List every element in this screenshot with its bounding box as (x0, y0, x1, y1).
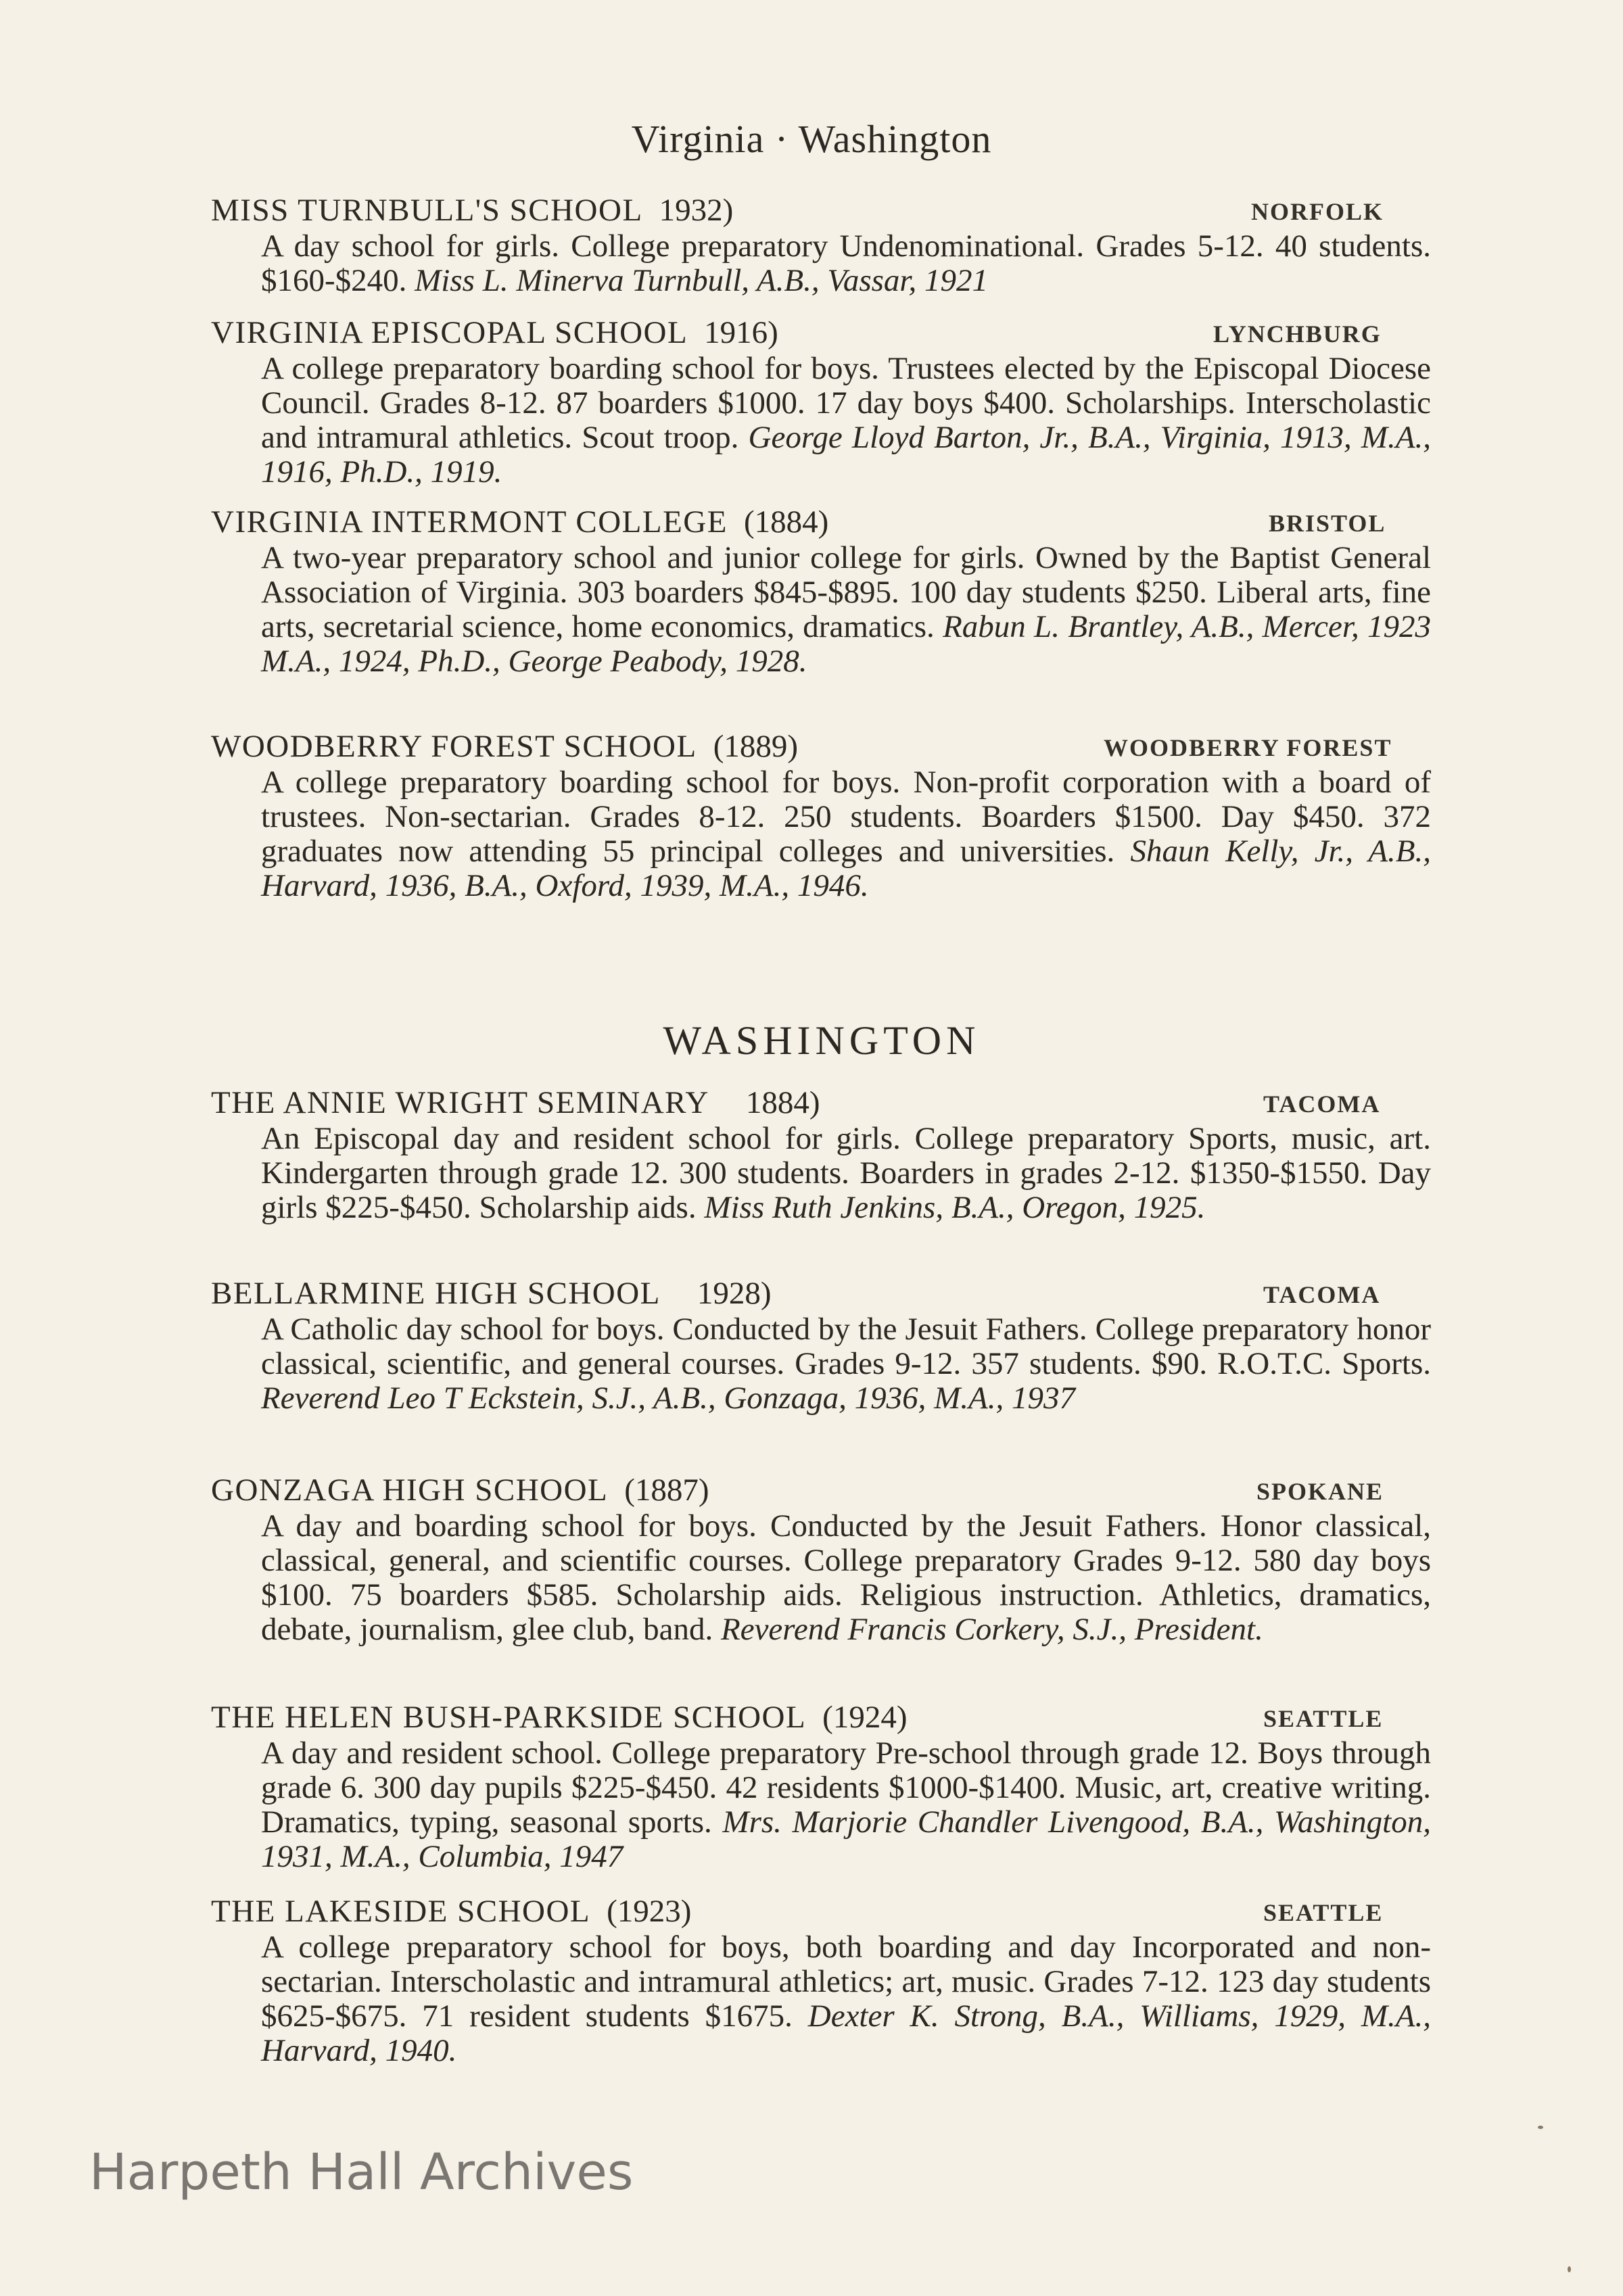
head-of-school: Reverend Leo T Eckstein, S.J., A.B., Gonzaga, 1936, M.A., 1937 (261, 1381, 1075, 1416)
founded-year: 1932) (659, 193, 734, 228)
entry-body (261, 1509, 1431, 1647)
school-city: SEATTLE (1263, 1705, 1384, 1732)
school-city: BRISTOL (1269, 510, 1386, 537)
school-description: A college preparatory school for boys, both boarding and day Incorporated and non-sectarian. Interscholastic and intramural athletics; art, music. Grades 7-12. 123 day students $625-$675. 71 resident students $1675. (261, 1930, 1431, 2034)
entry-heading (211, 1084, 1432, 1122)
school-description: A day school for girls. College preparatory Undenominational. Grades 5-12. 40 students. $160-$240. (261, 229, 1431, 298)
entry-lakeside-school (211, 1892, 1432, 2068)
founded-year: (1884) (743, 504, 829, 540)
founded-year: (1923) (607, 1894, 692, 1929)
school-city: NORFOLK (1251, 198, 1384, 225)
entry-bellarmine-high-school (211, 1274, 1432, 1416)
entry-virginia-intermont-college (211, 503, 1432, 679)
head-of-school: Dexter K. Strong, B.A., Williams, 1929, M.A., Harvard, 1940. (261, 1999, 1431, 2068)
entry-body (261, 1312, 1431, 1416)
entry-heading (211, 1471, 1432, 1509)
head-of-school: Miss L. Minerva Turnbull, A.B., Vassar, 1921 (415, 263, 988, 298)
entry-body (261, 1122, 1431, 1225)
entry-heading (211, 1698, 1432, 1736)
founded-year: 1916) (704, 315, 778, 350)
head-of-school: Reverend Francis Corkery, S.J., President. (721, 1612, 1263, 1647)
entry-body (261, 541, 1431, 679)
school-description: A two-year preparatory school and junior college for girls. Owned by the Baptist General Association of Virginia. 303 boarders $845-$895. 100 day students $250. Liberal arts, fine arts, secretarial science, home economics, dramatics. (261, 540, 1431, 644)
entry-virginia-episcopal-school (211, 314, 1432, 489)
school-name: VIRGINIA INTERMONT COLLEGE (211, 504, 728, 540)
entry-heading (211, 314, 1432, 352)
entry-heading (211, 1274, 1432, 1312)
archive-watermark: Harpeth Hall Archives (89, 2143, 634, 2201)
school-city: LYNCHBURG (1213, 320, 1382, 348)
school-city: TACOMA (1263, 1281, 1381, 1308)
head-of-school: Shaun Kelly, Jr., A.B., Harvard, 1936, B.A., Oxford, 1939, M.A., 1946. (261, 834, 1432, 903)
founded-year: (1887) (624, 1473, 709, 1508)
founded-year: (1924) (822, 1700, 908, 1735)
founded-year: 1928) (697, 1276, 772, 1311)
school-name: GONZAGA HIGH SCHOOL (211, 1473, 609, 1508)
founded-year: (1889) (713, 729, 799, 764)
entry-heading (211, 1892, 1432, 1930)
entry-body (261, 765, 1431, 903)
page-title: Virginia · Washington (631, 117, 992, 161)
school-name: WOODBERRY FOREST SCHOOL (211, 729, 697, 764)
founded-year: 1884) (745, 1085, 820, 1120)
school-name: BELLARMINE HIGH SCHOOL (211, 1276, 661, 1311)
head-of-school: George Lloyd Barton, Jr., B.A., Virginia, 1913, M.A., 1916, Ph.D., 1919. (261, 420, 1432, 489)
school-description: An Episcopal day and resident school for girls. College preparatory Sports, music, art. Kindergarten through grade 12. 300 students. Boarders in grades 2-12. $1350-$1550. Day girls $225-$450. Scholarship aids. (261, 1121, 1431, 1225)
entry-heading (211, 503, 1432, 541)
entry-body (261, 1930, 1431, 2068)
school-city: SEATTLE (1263, 1899, 1384, 1926)
entry-heading (211, 191, 1432, 229)
head-of-school: Mrs. Marjorie Chandler Livengood, B.A., Washington, 1931, M.A., Columbia, 1947 (261, 1804, 1431, 1874)
school-city: WOODBERRY FOREST (1104, 734, 1392, 761)
entry-miss-turnbulls-school (211, 191, 1432, 298)
school-description: A day and resident school. College preparatory Pre-school through grade 12. Boys through grade 6. 300 day pupils $225-$450. 42 residents $1000-$1400. Music, art, creative writing. Dramatics, typing, seasonal sports. (261, 1736, 1431, 1840)
school-name: VIRGINIA EPISCOPAL SCHOOL (211, 315, 688, 350)
head-of-school: Miss Ruth Jenkins, B.A., Oregon, 1925. (704, 1190, 1206, 1225)
school-city: TACOMA (1263, 1091, 1381, 1118)
entry-body (261, 229, 1431, 298)
section-title-washington: WASHINGTON (663, 1018, 981, 1063)
entry-body (261, 352, 1431, 489)
school-description: A college preparatory boarding school for boys. Non-profit corporation with a board of trustees. Non-sectarian. Grades 8-12. 250 students. Boarders $1500. Day $450. 372 graduates now attending 55 principal colleges and universities. (261, 765, 1431, 869)
entry-helen-bush-parkside-school (211, 1698, 1432, 1874)
school-name: THE ANNIE WRIGHT SEMINARY (211, 1085, 709, 1120)
school-description: A college preparatory boarding school for boys. Trustees elected by the Episcopal Diocese Council. Grades 8-12. 87 boarders $1000. 17 day boys $400. Scholarships. Interscholastic and intramural athletics. Scout troop. (261, 351, 1431, 455)
school-name: THE LAKESIDE SCHOOL (211, 1894, 591, 1929)
school-name: MISS TURNBULL'S SCHOOL (211, 193, 643, 228)
school-description: A day and boarding school for boys. Conducted by the Jesuit Fathers. Honor classical, classical, general, and scientific courses. College preparatory Grades 9-12. 580 day boys $100. 75 boarders $585. Scholarship aids. Religious instruction. Athletics, dramatics, debate, journalism, glee club, band. (261, 1508, 1431, 1647)
paper-speck (1568, 2266, 1571, 2272)
entry-gonzaga-high-school (211, 1471, 1432, 1647)
head-of-school: Rabun L. Brantley, A.B., Mercer, 1923 M.A., 1924, Ph.D., George Peabody, 1928. (261, 609, 1432, 679)
school-name: THE HELEN BUSH-PARKSIDE SCHOOL (211, 1700, 807, 1735)
entry-annie-wright-seminary (211, 1084, 1432, 1225)
entry-woodberry-forest-school (211, 727, 1432, 903)
entry-heading (211, 727, 1432, 765)
school-description: A Catholic day school for boys. Conducted by the Jesuit Fathers. College preparatory honor classical, scientific, and general courses. Grades 9-12. 357 students. $90. R.O.T.C. Sports. (261, 1312, 1431, 1381)
paper-speck (1538, 2126, 1543, 2129)
school-city: SPOKANE (1256, 1478, 1384, 1505)
entry-body (261, 1736, 1431, 1874)
